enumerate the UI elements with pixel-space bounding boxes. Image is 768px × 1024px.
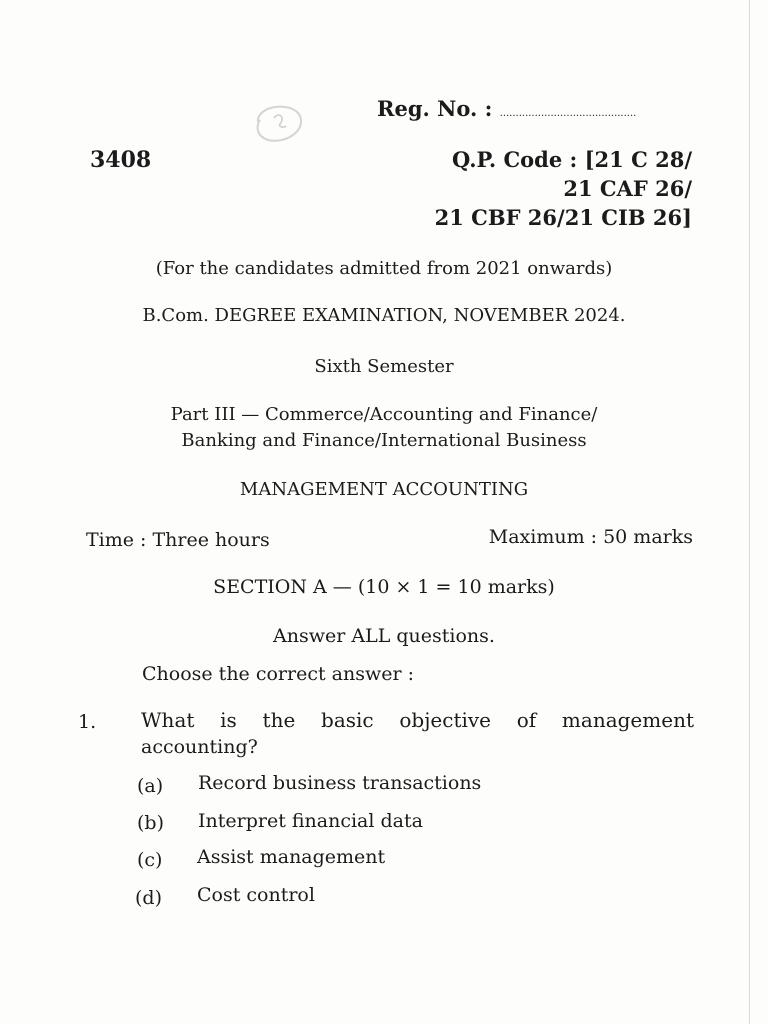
question-number: 1. [78,711,97,733]
paper-number: 3408 [90,147,152,173]
option-text-d: Cost control [197,884,315,906]
subject-title: MANAGEMENT ACCOUNTING [239,479,529,500]
reg-no-label: Reg. No. : [377,96,493,121]
part-line1: Part III — Commerce/Accounting and Finance/ [170,404,598,425]
option-text-c: Assist management [197,846,386,868]
part-line2: Banking and Finance/International Business [181,430,587,451]
qp-code-line3: 21 CBF 26/21 CIB 26] [434,205,692,230]
section-a-direction: Choose the correct answer : [142,663,414,685]
option-text-b: Interpret financial data [198,810,423,832]
option-label-d: (d) [135,887,162,909]
page-number-mark-icon [248,96,306,148]
option-label-a: (a) [137,775,164,797]
time-allowed: Time : Three hours [86,529,270,551]
semester: Sixth Semester [314,356,454,377]
degree-title: B.Com. DEGREE EXAMINATION, NOVEMBER 2024. [142,305,626,326]
reg-no-blank: ........................................... [499,108,637,119]
reg-no-row [377,96,636,121]
question-text-line2: accounting? [141,736,258,758]
qp-code-line1: Q.P. Code : [21 C 28/ [451,147,692,172]
page-edge-line [749,0,750,1024]
qp-code-line2: 21 CAF 26/ [563,176,692,201]
admission-note: (For the candidates admitted from 2021 onwards) [155,258,613,279]
question-text-line1: What is the basic objective of management [141,708,694,732]
maximum-marks: Maximum : 50 marks [488,526,693,548]
section-a-instruction: Answer ALL questions. [273,625,495,647]
section-a-title: SECTION A — (10 × 1 = 10 marks) [213,576,555,598]
option-label-b: (b) [137,812,164,834]
option-text-a: Record business transactions [198,772,482,794]
option-label-c: (c) [137,849,163,871]
